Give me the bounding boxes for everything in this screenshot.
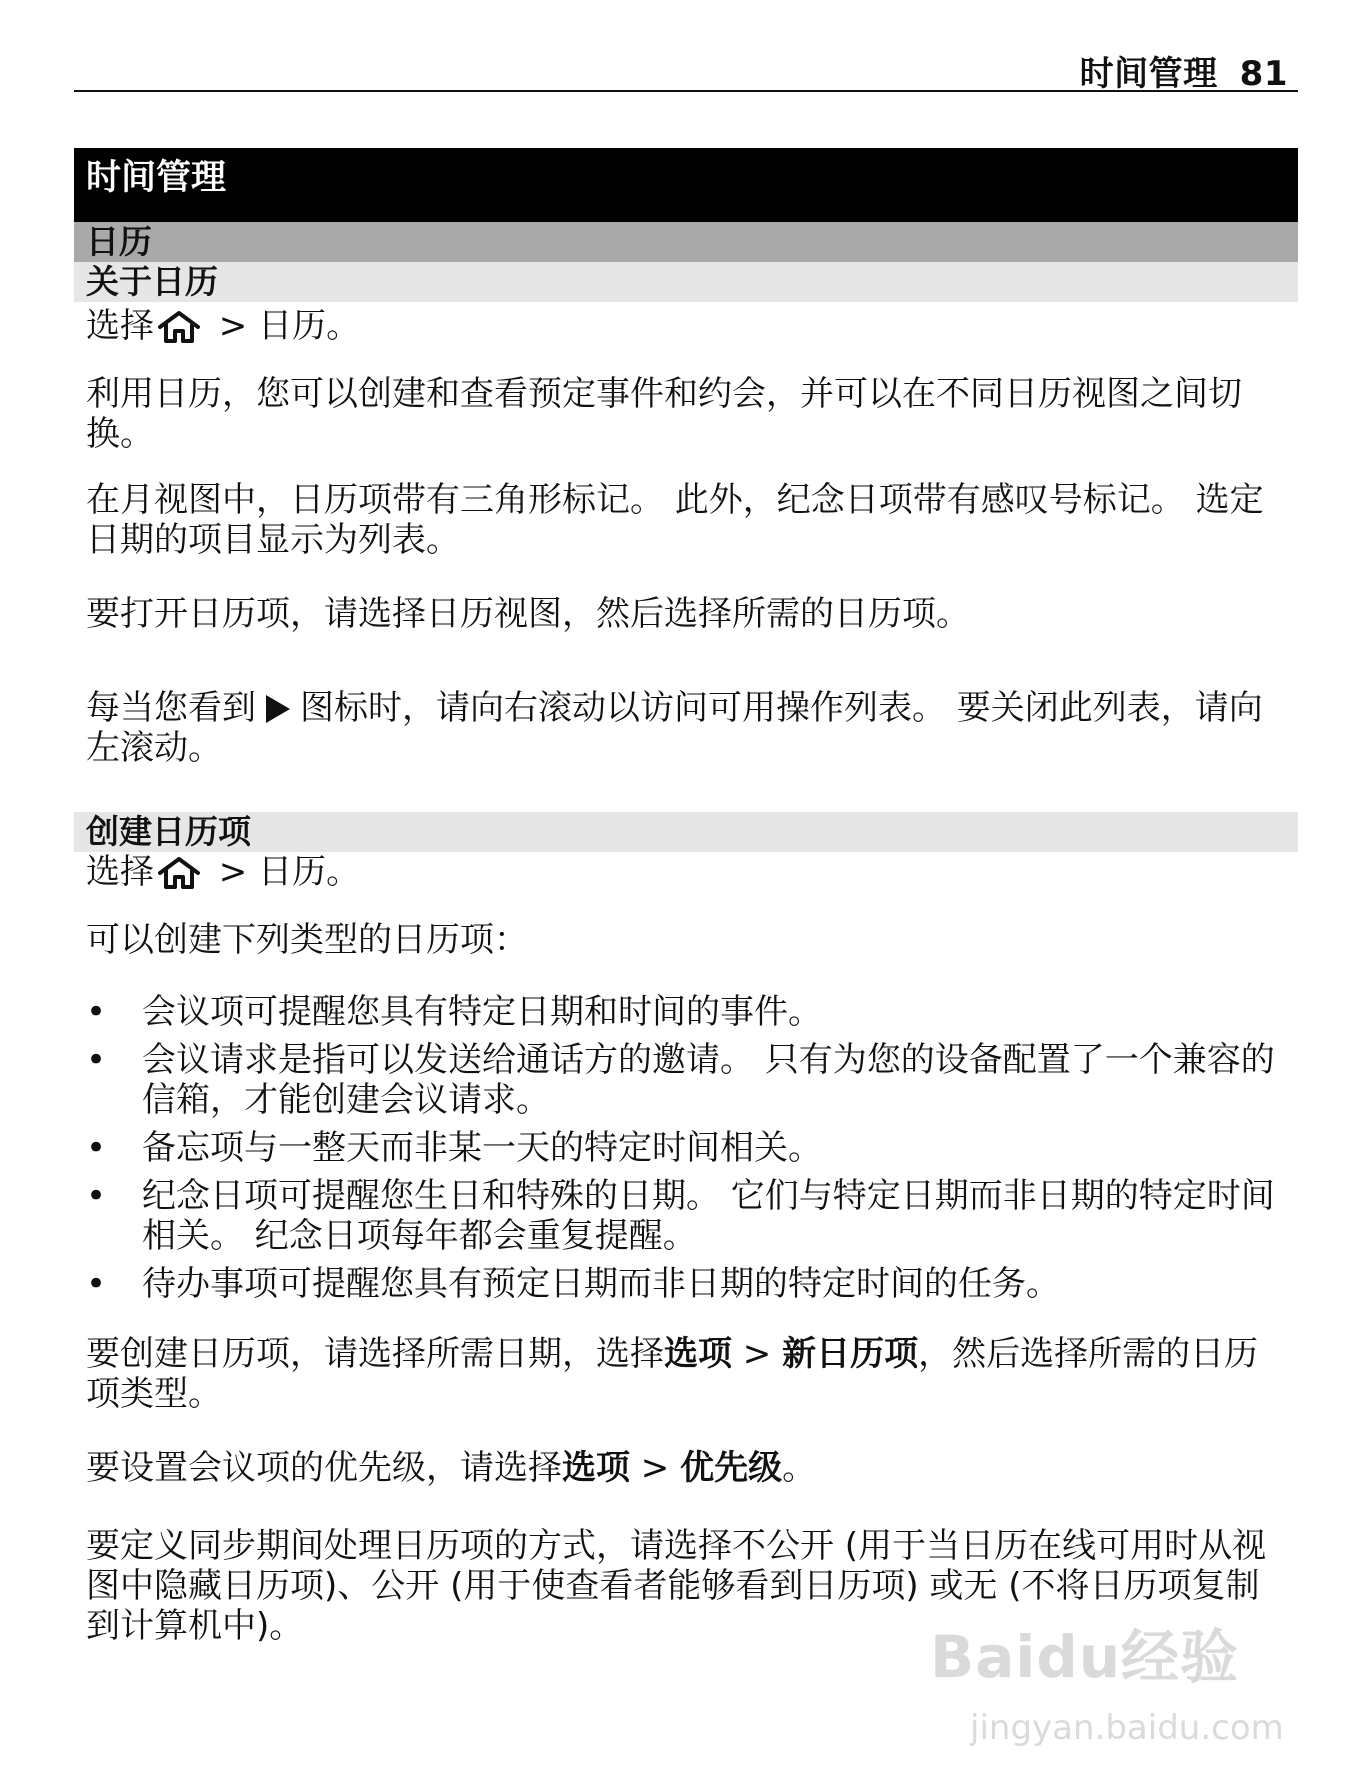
list-item: • 纪念日项可提醒您生日和特殊的日期。 它们与特定日期而非日期的特定时间相关。 纪念日项每年都会重复提醒。 xyxy=(86,1176,1275,1256)
section-title: 日历 xyxy=(86,222,152,261)
select-menu-line: 选择 > 日历。 xyxy=(86,306,361,346)
list-item: • 待办事项可提醒您具有预定日期而非日期的特定时间的任务。 xyxy=(86,1264,1060,1304)
menu-option-label: 选项 xyxy=(562,1448,630,1488)
play-arrow-icon xyxy=(262,693,292,725)
section-title-bar xyxy=(74,222,1298,262)
paragraph: 要设置会议项的优先级，请选择选项 > 优先级。 xyxy=(86,1448,817,1488)
home-icon xyxy=(156,855,202,891)
watermark-url: jingyan.baidu.com xyxy=(970,1708,1284,1748)
chapter-title-bar xyxy=(74,148,1298,222)
running-header-title: 时间管理 xyxy=(1079,54,1218,94)
subsection-title-create: 创建日历项 xyxy=(86,812,251,851)
paragraph: 要创建日历项，请选择所需日期，选择选项 > 新日历项，然后选择所需的日历项类型。 xyxy=(86,1334,1259,1414)
select-menu-line: 选择 > 日历。 xyxy=(86,852,361,892)
entry-type-list xyxy=(86,992,1286,1312)
paragraph: 要定义同步期间处理日历项的方式，请选择不公开 (用于当日历在线可用时从视图中隐藏日历项)、公开 (用于使查看者能够看到日历项) 或无 (不将日历项复制到计算机中)。 xyxy=(86,1526,1267,1646)
menu-command-label: 优先级 xyxy=(680,1448,783,1488)
watermark-logo: Baidu经验 xyxy=(930,1623,1240,1691)
page-number: 81 xyxy=(1239,54,1288,94)
subsection-title-about: 关于日历 xyxy=(86,262,218,301)
paragraph: 要打开日历项，请选择日历视图，然后选择所需的日历项。 xyxy=(86,594,970,634)
paragraph: 每当您看到 图标时，请向右滚动以访问可用操作列表。 要关闭此列表，请向左滚动。 xyxy=(86,688,1263,768)
paragraph: 利用日历，您可以创建和查看预定事件和约会，并可以在不同日历视图之间切换。 xyxy=(86,374,1242,454)
paragraph: 在月视图中，日历项带有三角形标记。 此外，纪念日项带有感叹号标记。 选定日期的项目显示为列表。 xyxy=(86,480,1264,560)
menu-option-label: 选项 xyxy=(664,1334,732,1374)
chapter-title: 时间管理 xyxy=(86,158,227,198)
list-item: • 会议项可提醒您具有特定日期和时间的事件。 xyxy=(86,992,822,1032)
subsection-title-bar-create xyxy=(74,812,1298,852)
subsection-title-bar-about xyxy=(74,262,1298,302)
list-item: • 备忘项与一整天而非某一天的特定时间相关。 xyxy=(86,1128,822,1168)
baidu-watermark xyxy=(930,1610,1284,1780)
home-icon xyxy=(156,309,202,345)
menu-command-label: 新日历项 xyxy=(782,1334,919,1374)
running-header xyxy=(74,40,1298,92)
list-item: • 会议请求是指可以发送给通话方的邀请。 只有为您的设备配置了一个兼容的信箱，才能创建会议请求。 xyxy=(86,1040,1275,1120)
paragraph: 可以创建下列类型的日历项： xyxy=(86,920,528,960)
